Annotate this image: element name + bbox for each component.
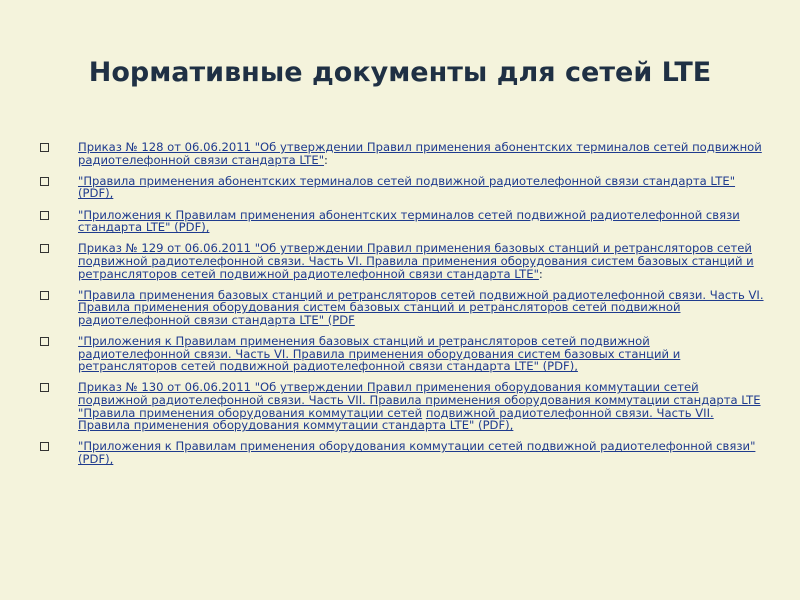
document-link[interactable]: "Правила применения абонентских терминалов сетей подвижной радиотелефонной связи стандарта LTE" (PDF), — [78, 173, 736, 201]
document-list — [40, 141, 765, 474]
document-link[interactable]: "Приложения к Правилам применения базовых станций и ретрансляторов сетей подвижной радиотелефонной связи. Часть VI. Правила применения оборудования систем базовых станций и ретрансляторов сетей подвижной радиотелефонной связи стандарта LTE" (PDF), — [78, 334, 681, 374]
checkbox-bullet-icon — [40, 383, 49, 392]
document-link[interactable]: "Приложения к Правилам применения оборудования коммутации сетей подвижной радиотелефонной связи" (PDF), — [78, 439, 756, 467]
document-link[interactable]: подвижной радиотелефонной связи. Часть VII. Правила применения оборудования коммутации стандарта LTE" (PDF), — [78, 405, 714, 433]
document-link[interactable]: "Правила применения оборудования коммутации сетей — [78, 405, 423, 420]
document-link[interactable]: Приказ № 130 от 06.06.2011 "Об утверждении Правил применения оборудования коммутации сетей подвижной радиотелефонной связи. Часть VII. Правила применения оборудования коммутации стандарта LTE — [78, 380, 761, 408]
checkbox-bullet-icon — [40, 177, 49, 186]
document-link[interactable]: Приказ № 129 от 06.06.2011 "Об утверждении Правил применения базовых станций и ретрансляторов сетей подвижной радиотелефонной связи. Часть VI. Правила применения оборудования систем базовых станций и ретрансляторов сетей подвижной радиотелефонной связи стандарта LTE" — [78, 241, 754, 281]
checkbox-bullet-icon — [40, 291, 49, 300]
list-item — [40, 381, 765, 431]
list-item — [40, 440, 765, 465]
document-link[interactable]: Приказ № 128 от 06.06.2011 "Об утверждении Правил применения абонентских терминалов сетей подвижной радиотелефонной связи стандарта LTE" — [78, 140, 762, 167]
list-item — [40, 289, 765, 327]
checkbox-bullet-icon — [40, 244, 49, 253]
separator-text: : — [324, 152, 328, 167]
list-item — [40, 209, 765, 234]
separator-text: : — [538, 266, 543, 281]
list-item — [40, 175, 765, 200]
checkbox-bullet-icon — [40, 143, 49, 152]
page-title: Нормативные документы для сетей LTE — [88, 57, 712, 88]
document-link[interactable]: "Приложения к Правилам применения абонентских терминалов сетей подвижной радиотелефонной связи стандарта LTE" (PDF), — [78, 207, 740, 235]
document-link[interactable]: "Правила применения базовых станций и ретрансляторов сетей подвижной радиотелефонной связи. Часть VI. Правила применения оборудования систем базовых станций и ретрансляторов сетей подвижной радиотелефонной связи стандарта LTE" (PDF — [78, 287, 764, 327]
checkbox-bullet-icon — [40, 337, 49, 346]
list-item — [40, 141, 765, 166]
list-item — [40, 335, 765, 373]
checkbox-bullet-icon — [40, 442, 49, 451]
checkbox-bullet-icon — [40, 211, 49, 220]
list-item — [40, 242, 765, 280]
